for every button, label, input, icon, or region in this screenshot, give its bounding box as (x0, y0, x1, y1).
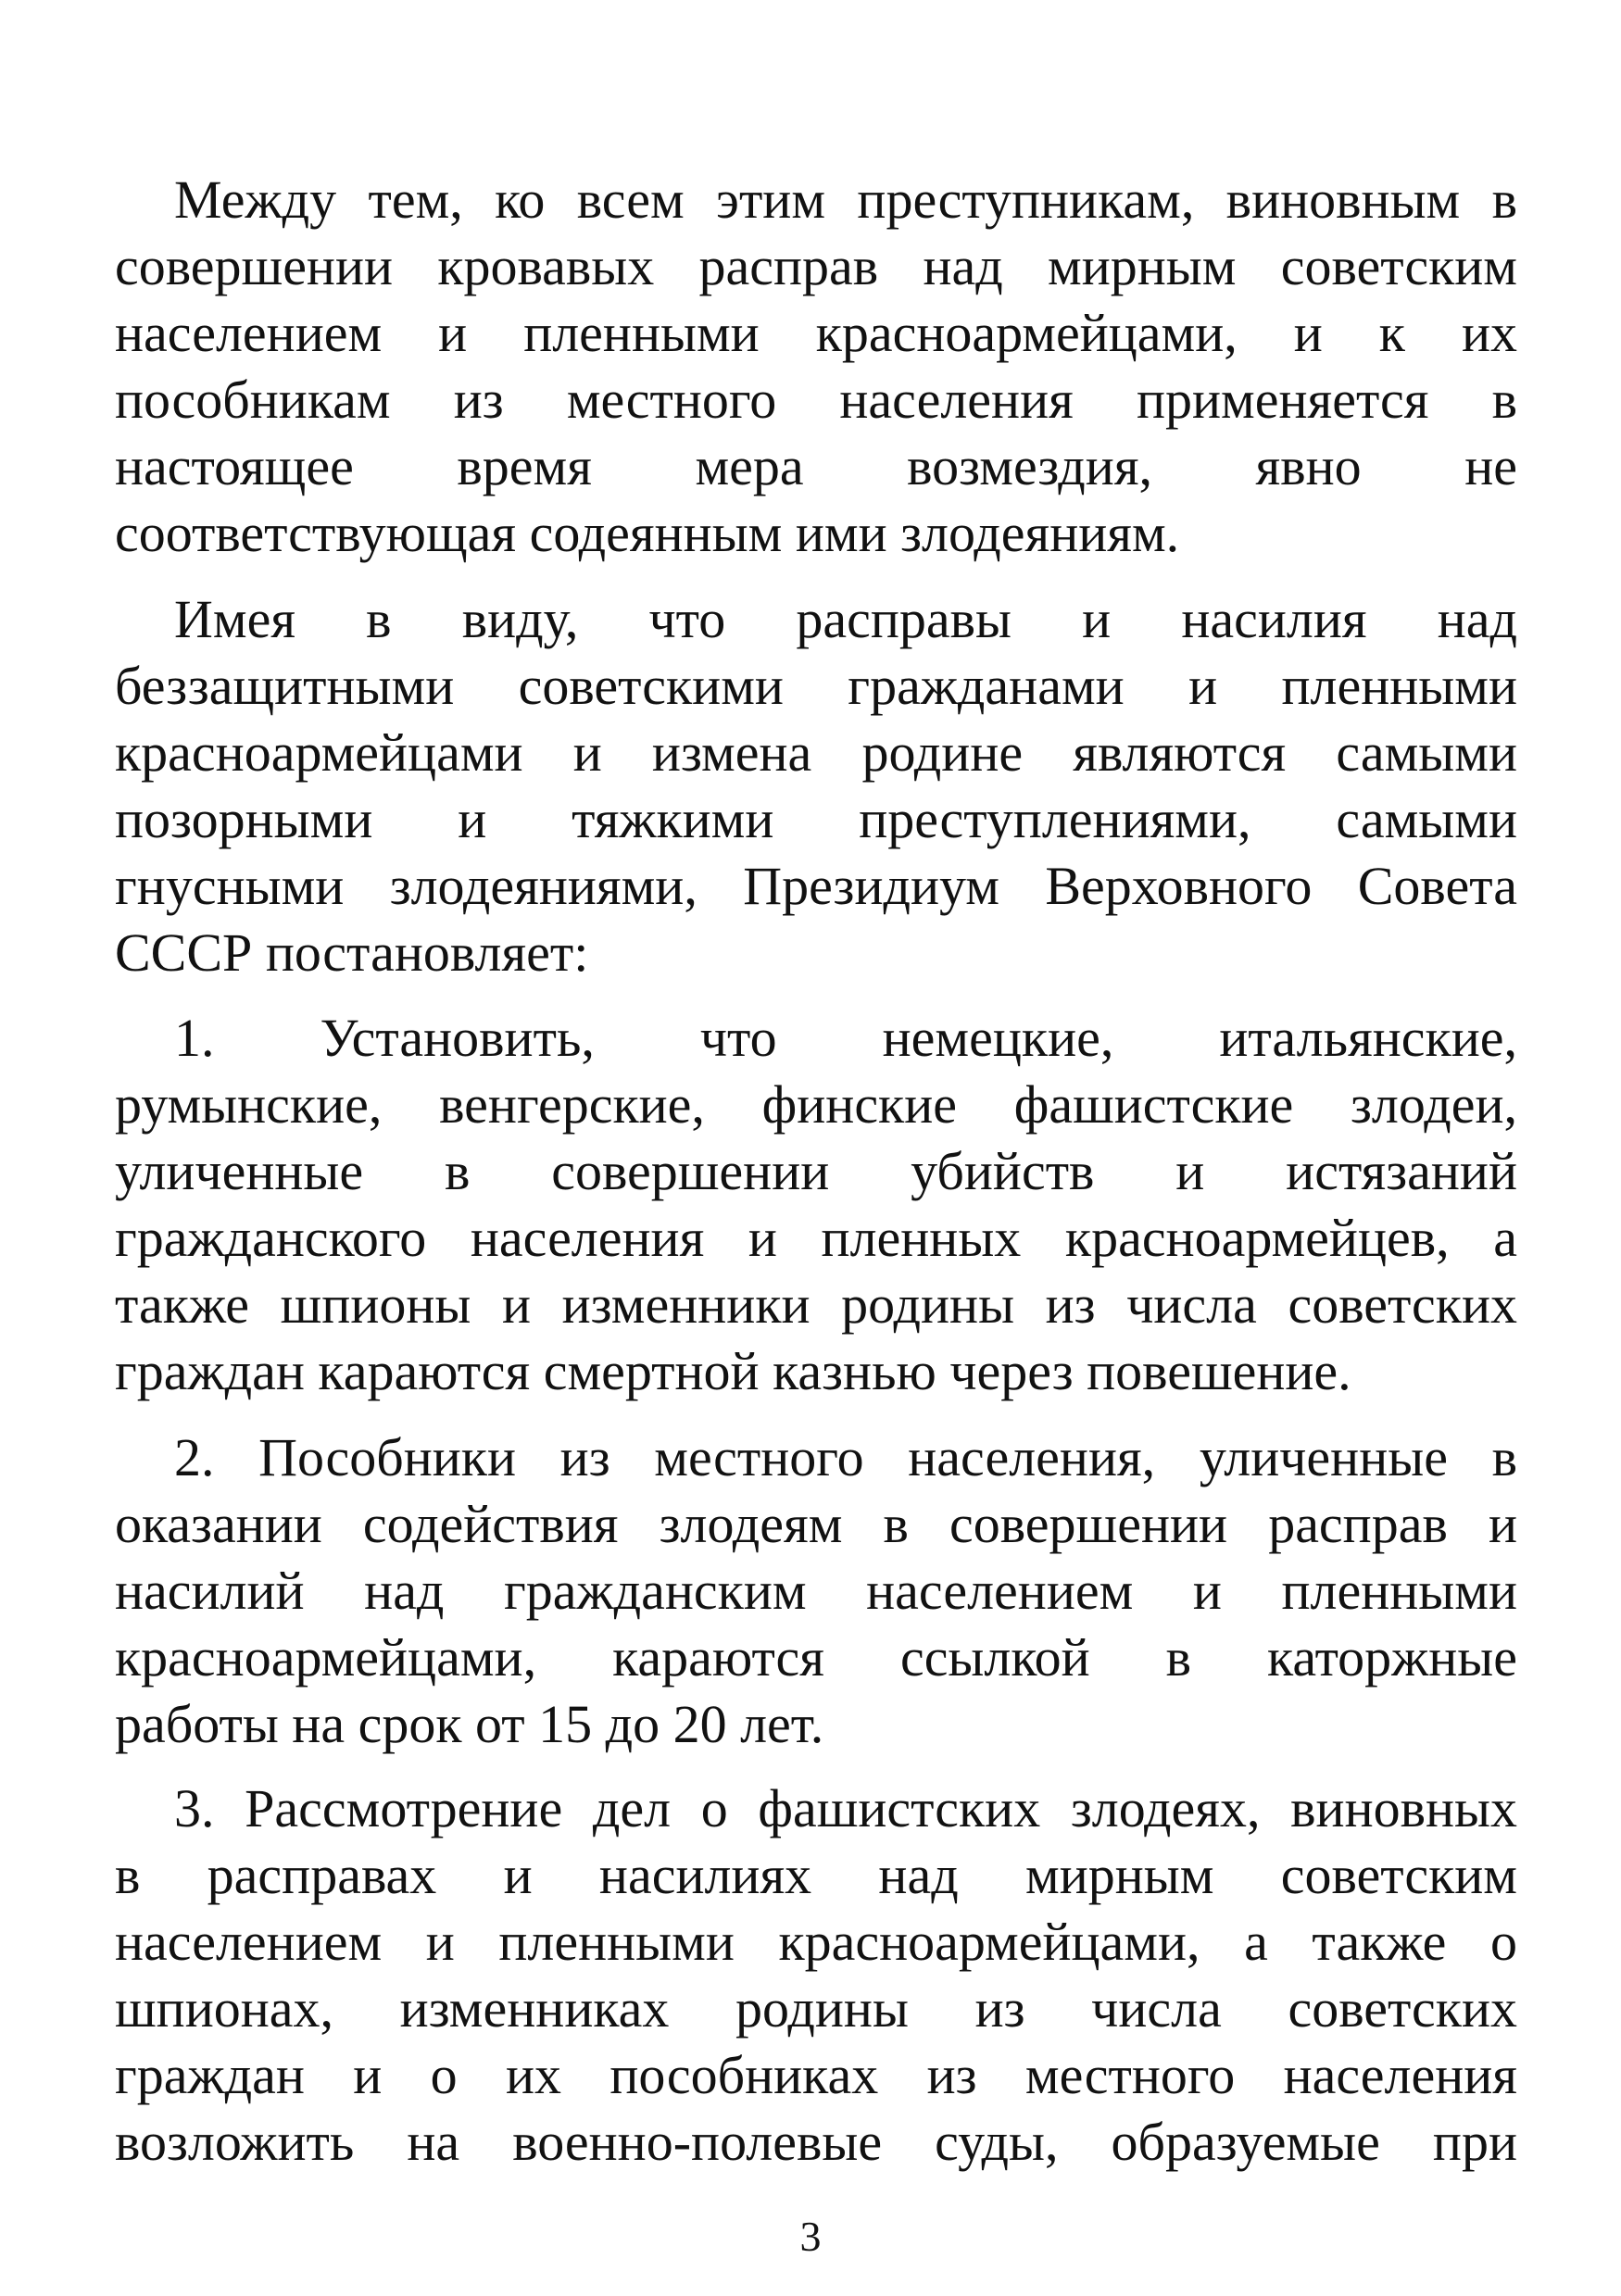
page-number: 3 (799, 2213, 822, 2260)
text-line: беззащитными советскими гражданами и пленными (115, 656, 1517, 716)
text-line: граждан и о их пособниках из местного населения (115, 2045, 1517, 2105)
paragraph-1 (115, 167, 1517, 567)
text-line: населением и пленными красноармейцами, а также о (115, 1912, 1517, 1972)
text-line: 3. Рассмотрение дел о фашистских злодеях, виновных (174, 1778, 1517, 1838)
text-line: соответствующая содеянным ими злодеяниям. (115, 503, 1180, 563)
text-line: гражданского населения и пленных красноармейцев, а (115, 1208, 1517, 1268)
text-line: гнусными злодеяниями, Президиум Верховного Совета (115, 856, 1517, 916)
paragraph-5 (115, 1775, 1517, 2176)
text-line: настоящее время мера возмездия, явно не (115, 436, 1517, 496)
text-line: совершении кровавых расправ над мирным советским (115, 236, 1517, 296)
text-line: оказании содействия злодеям в совершении расправ и (115, 1494, 1517, 1554)
paragraph-2 (115, 586, 1517, 986)
text-line: Между тем, ко всем этим преступникам, виновным в (174, 169, 1517, 230)
text-line: насилий над гражданским населением и пленными (115, 1561, 1517, 1621)
text-line: СССР постановляет: (115, 922, 589, 983)
text-line: позорными и тяжкими преступлениями, самыми (115, 789, 1517, 849)
text-line: граждан караются смертной казнью через повешение. (115, 1341, 1351, 1401)
text-line: работы на срок от 15 до 20 лет. (115, 1694, 824, 1754)
text-line: Имея в виду, что расправы и насилия над (174, 589, 1517, 649)
text-line: в расправах и насилиях над мирным советским (115, 1845, 1517, 1905)
text-line: возложить на военно-полевые суды, образуемые при (115, 2112, 1517, 2172)
text-line: 2. Пособники из местного населения, уличенные в (174, 1427, 1517, 1487)
text-line: населением и пленными красноармейцами, и к их (115, 303, 1517, 363)
text-line: красноармейцами, караются ссылкой в каторжные (115, 1627, 1517, 1687)
text-line: также шпионы и изменники родины из числа советских (115, 1274, 1517, 1335)
text-line: шпионах, изменниках родины из числа советских (115, 1978, 1517, 2039)
text-line: красноармейцами и измена родине являются самыми (115, 722, 1517, 783)
text-line: 1. Установить, что немецкие, итальянские, (174, 1008, 1517, 1068)
paragraph-3 (115, 1005, 1517, 1405)
text-line: пособникам из местного населения применяется в (115, 370, 1517, 430)
paragraph-4 (115, 1424, 1517, 1758)
text-line: румынские, венгерские, финские фашистские злодеи, (115, 1074, 1517, 1135)
text-line: уличенные в совершении убийств и истязаний (115, 1141, 1517, 1201)
